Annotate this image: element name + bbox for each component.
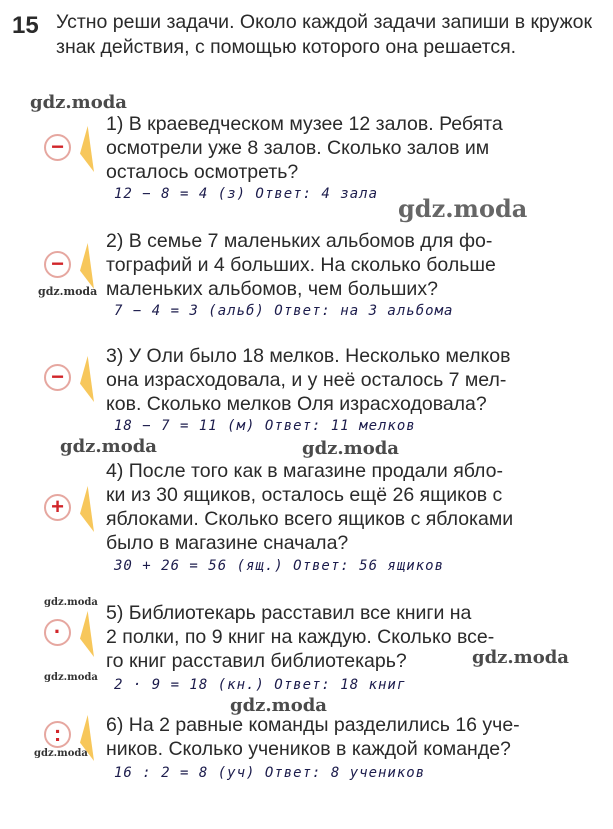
watermark: gdz.moda: [230, 695, 327, 716]
handwritten-answer: 18 − 7 = 11 (м) Ответ: 11 мелков: [114, 418, 416, 434]
watermark: gdz.moda: [30, 92, 127, 113]
watermark: gdz.moda: [472, 647, 569, 668]
problem-text: 3) У Оли было 18 мелков. Несколько мелков она израсходовала, и у неё осталось 7 мел- ков. Сколько мелков Оля израсходовала?: [106, 345, 511, 415]
handwritten-answer: 12 − 8 = 4 (з) Ответ: 4 зала: [114, 186, 379, 202]
problem-text: 6) На 2 равные команды разделились 16 уче- ников. Сколько учеников в каждой команде?: [106, 714, 520, 760]
operation-sign-minus: −: [44, 134, 71, 161]
operation-sign-minus: −: [44, 364, 71, 391]
yellow-marker-icon: [80, 126, 94, 172]
problem-text: 4) После того как в магазине продали ябло- ки из 30 ящиков, осталось ещё 26 ящиков с яблоками. Сколько всего ящиков с яблоками было в магазине сначала?: [106, 460, 514, 554]
task-instructions: Устно реши задачи. Около каждой задачи запиши в кружок знак действия, с помощью которого она решается.: [56, 11, 593, 58]
yellow-marker-icon: [80, 611, 94, 657]
handwritten-answer: 30 + 26 = 56 (ящ.) Ответ: 56 ящиков: [114, 558, 445, 574]
handwritten-answer: 16 : 2 = 8 (уч) Ответ: 8 учеников: [114, 765, 426, 781]
watermark: gdz.moda: [34, 748, 88, 759]
watermark: gdz.moda: [44, 672, 98, 683]
operation-sign-minus: −: [44, 251, 71, 278]
yellow-marker-icon: [80, 486, 94, 532]
problem-text: 1) В краеведческом музее 12 залов. Ребята осмотрели уже 8 залов. Сколько залов им осталось осмотреть?: [106, 113, 503, 183]
handwritten-answer: 7 − 4 = 3 (альб) Ответ: на 3 альбома: [114, 303, 454, 319]
yellow-marker-icon: [80, 356, 94, 402]
watermark: gdz.moda: [38, 285, 98, 298]
problem-text: 5) Библиотекарь расставил все книги на 2 полки, по 9 книг на каждую. Сколько все- го книг расставил библиотекарь?: [106, 602, 495, 672]
handwritten-answer: 2 · 9 = 18 (кн.) Ответ: 18 книг: [114, 677, 407, 693]
problem-text: 2) В семье 7 маленьких альбомов для фо- тографий и 4 больших. На сколько больше маленьких альбомов, чем больших?: [106, 230, 496, 300]
yellow-marker-icon: [80, 243, 94, 289]
watermark: gdz.moda: [60, 436, 157, 457]
watermark: gdz.moda: [44, 597, 98, 608]
task-number: 15: [12, 12, 39, 39]
watermark: gdz.moda: [398, 194, 528, 223]
operation-sign-multiply: ·: [44, 619, 71, 646]
operation-sign-divide: :: [44, 721, 71, 748]
operation-sign-plus: +: [44, 494, 71, 521]
watermark: gdz.moda: [302, 438, 399, 459]
